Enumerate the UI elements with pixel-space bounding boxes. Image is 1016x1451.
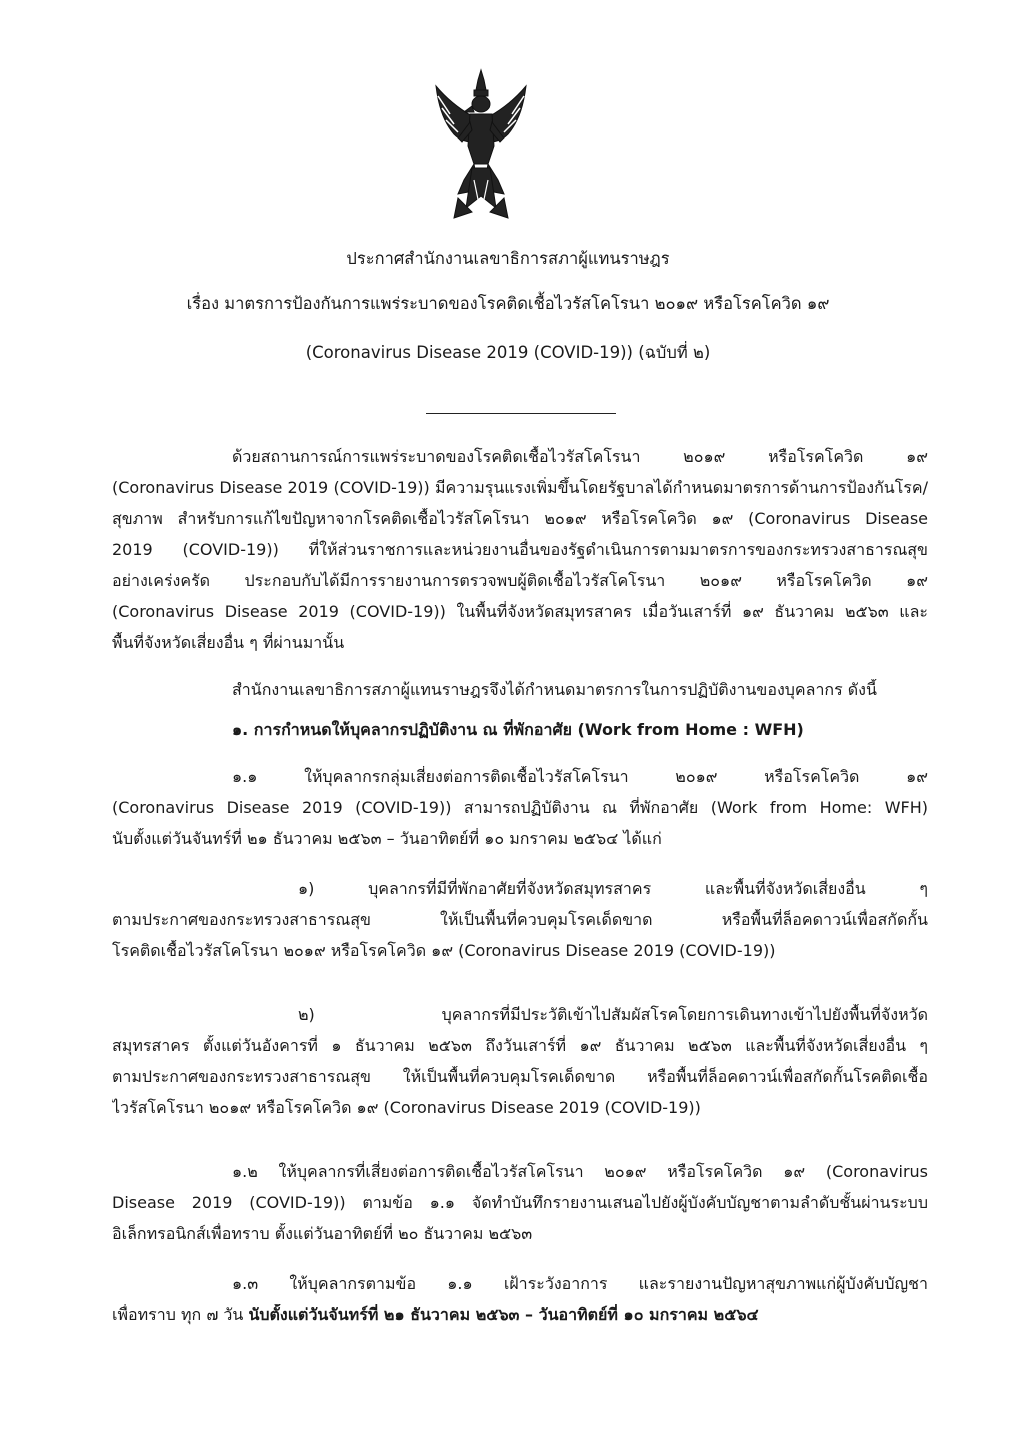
section-1-1-line: ๑.๑ ให้บุคลากรกลุ่มเสี่ยงต่อการติดเชื้อไวรัสโคโรนา ๒๐๑๙ หรือโรคโควิด ๑๙	[232, 767, 928, 786]
header-line-2: เรื่อง มาตรการป้องกันการแพร่ระบาดของโรคติดเชื้อไวรัสโคโรนา ๒๐๑๙ หรือโรคโควิด ๑๙	[186, 294, 830, 313]
item-2-line: สมุทรสาคร ตั้งแต่วันอังคารที่ ๑ ธันวาคม ๒๕๖๓ ถึงวันเสาร์ที่ ๑๙ ธันวาคม ๒๕๖๓ และพื้นที่จังหวัดเสี่ยงอื่น ๆ	[112, 1036, 928, 1055]
section-1-3-bold-dates: นับตั้งแต่วันจันทร์ที่ ๒๑ ธันวาคม ๒๕๖๓ – วันอาทิตย์ที่ ๑๐ มกราคม ๒๕๖๔	[248, 1305, 759, 1324]
header-line-1: ประกาศสำนักงานเลขาธิการสภาผู้แทนราษฎร	[346, 249, 670, 268]
item-1-line: โรคติดเชื้อไวรัสโคโรนา ๒๐๑๙ หรือโรคโควิด ๑๙ (Coronavirus Disease 2019 (COVID-19))	[112, 941, 776, 960]
paragraph-1-line: 2019 (COVID-19)) ที่ให้ส่วนราชการและหน่วยงานอื่นของรัฐดำเนินการตามมาตรการของกระทรวงสาธารณสุข	[112, 540, 928, 559]
header-divider	[426, 413, 616, 414]
item-2-line: ตามประกาศของกระทรวงสาธารณสุข ให้เป็นพื้นที่ควบคุมโรคเด็ดขาด หรือพื้นที่ล็อคดาวน์เพื่อสกัดกั้นโรคติดเชื้อ	[112, 1067, 928, 1086]
section-1-2-line: ๑.๒ ให้บุคลากรที่เสี่ยงต่อการติดเชื้อไวรัสโคโรนา ๒๐๑๙ หรือโรคโควิด ๑๙ (Coronavirus	[232, 1162, 928, 1181]
section-1-1-line: (Coronavirus Disease 2019 (COVID-19)) สามารถปฏิบัติงาน ณ ที่พักอาศัย (Work from Home: WFH)	[112, 798, 928, 817]
item-1-line: ตามประกาศของกระทรวงสาธารณสุข ให้เป็นพื้นที่ควบคุมโรคเด็ดขาด หรือพื้นที่ล็อคดาวน์เพื่อสกัดกั้น	[112, 910, 928, 929]
paragraph-2: สำนักงานเลขาธิการสภาผู้แทนราษฎรจึงได้กำหนดมาตรการในการปฏิบัติงานของบุคลากร ดังนี้	[232, 680, 877, 699]
paragraph-1-line: (Coronavirus Disease 2019 (COVID-19)) ในพื้นที่จังหวัดสมุทรสาคร เมื่อวันเสาร์ที่ ๑๙ ธันวาคม ๒๕๖๓ และ	[112, 602, 928, 621]
paragraph-1-line: ด้วยสถานการณ์การแพร่ระบาดของโรคติดเชื้อไวรัสโคโรนา ๒๐๑๙ หรือโรคโควิด ๑๙	[232, 447, 928, 466]
section-1-2-line: Disease 2019 (COVID-19)) ตามข้อ ๑.๑ จัดทำบันทึกรายงานเสนอไปยังผู้บังคับบัญชาตามลำดับชั้นผ่านระบบ	[112, 1193, 928, 1212]
section-1-1-line: นับตั้งแต่วันจันทร์ที่ ๒๑ ธันวาคม ๒๕๖๓ – วันอาทิตย์ที่ ๑๐ มกราคม ๒๕๖๔ ได้แก่	[112, 829, 662, 848]
garuda-emblem-icon	[428, 68, 534, 220]
item-2-line: ไวรัสโคโรนา ๒๐๑๙ หรือโรคโควิด ๑๙ (Coronavirus Disease 2019 (COVID-19))	[112, 1098, 701, 1117]
paragraph-1-line: อย่างเคร่งครัด ประกอบกับได้มีการรายงานการตรวจพบผู้ติดเชื้อไวรัสโคโรนา ๒๐๑๙ หรือโรคโควิด ๑๙	[112, 571, 928, 590]
item-2-line: ๒) บุคลากรที่มีประวัติเข้าไปสัมผัสโรคโดยการเดินทางเข้าไปยังพื้นที่จังหวัด	[298, 1005, 928, 1024]
section-1-3-line	[112, 1304, 928, 1326]
section-1-2-line: อิเล็กทรอนิกส์เพื่อทราบ ตั้งแต่วันอาทิตย์ที่ ๒๐ ธันวาคม ๒๕๖๓	[112, 1224, 533, 1243]
paragraph-1-line: (Coronavirus Disease 2019 (COVID-19)) มีความรุนแรงเพิ่มขึ้นโดยรัฐบาลได้กำหนดมาตรการด้านการป้องกันโรค/	[112, 478, 928, 497]
header-line-3: (Coronavirus Disease 2019 (COVID-19)) (ฉบับที่ ๒)	[305, 343, 711, 362]
item-1-line: ๑) บุคลากรที่มีที่พักอาศัยที่จังหวัดสมุทรสาคร และพื้นที่จังหวัดเสี่ยงอื่น ๆ	[298, 879, 928, 898]
paragraph-1-line: พื้นที่จังหวัดเสี่ยงอื่น ๆ ที่ผ่านมานั้น	[112, 633, 345, 652]
section-1-3-line: ๑.๓ ให้บุคลากรตามข้อ ๑.๑ เฝ้าระวังอาการ และรายงานปัญหาสุขภาพแก่ผู้บังคับบัญชา	[232, 1274, 928, 1293]
section-heading-1: ๑. การกำหนดให้บุคลากรปฏิบัติงาน ณ ที่พักอาศัย (Work from Home : WFH)	[232, 720, 804, 739]
section-1-3-text: เพื่อทราบ ทุก ๗ วัน	[112, 1305, 249, 1324]
paragraph-1-line: สุขภาพ สำหรับการแก้ไขปัญหาจากโรคติดเชื้อไวรัสโคโรนา ๒๐๑๙ หรือโรคโควิด ๑๙ (Coronavirus Disease	[112, 509, 928, 528]
